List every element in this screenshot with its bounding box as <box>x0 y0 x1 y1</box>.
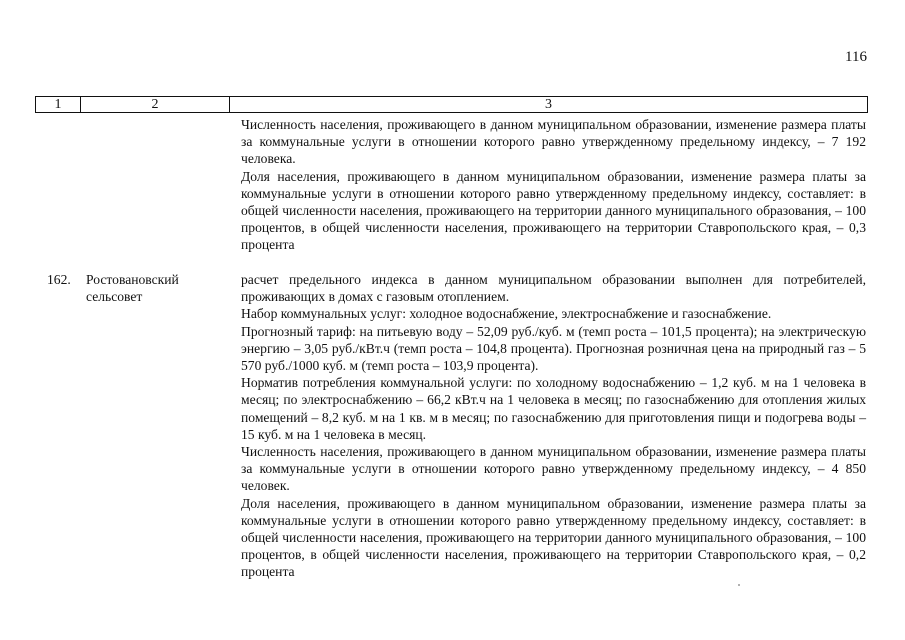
municipality-name-line: сельсовет <box>86 289 143 305</box>
paragraph: Численность населения, проживающего в данном муниципальном образовании, изменение размера платы за коммунальные услуги в отношении которого равно утвержденному предельному индексу, – 7 192 человека. <box>241 117 866 167</box>
scan-speck <box>738 584 740 586</box>
paragraph: Прогнозный тариф: на питьевую воду – 52,09 руб./куб. м (темп роста – 101,5 процента); на электрическую энергию – 3,05 руб./кВт.ч (темп роста – 104,8 процента). Прогнозная розничная цена на природный газ – 5 570 руб./1000 куб. м (темп роста – 103,9 процента). <box>241 323 866 374</box>
paragraph: Норматив потребления коммунальной услуги: по холодному водоснабжению – 1,2 куб. м на 1 человека в месяц; по электроснабжению – 66,2 кВт.ч на 1 человека в месяц; по газоснабжению для отопления жилых помещений – 8,2 куб. м на 1 кв. м в месяц; по газоснабжению для приготовления пищи и подогрева воды – 15 куб. м на 1 человека в месяц. <box>241 375 866 442</box>
paragraph: Набор коммунальных услуг: холодное водоснабжение, электроснабжение и газоснабжение. <box>241 306 772 322</box>
header-col-1: 1 <box>36 97 81 112</box>
table-header-row <box>35 96 868 113</box>
header-col-3: 3 <box>545 97 552 112</box>
paragraph: Доля населения, проживающего в данном муниципальном образовании, изменение размера платы за коммунальные услуги в отношении которого равно утвержденному предельному индексу, составляет: в общей численности населения, проживающего на территории данного муниципального образования, – 100 процентов, в общей численности населения, проживающего на территории Ставропольского края, – 0,3 процента <box>241 168 866 253</box>
municipality-name-line: Ростовановский <box>86 272 179 287</box>
page-number: 116 <box>845 49 867 65</box>
paragraph: Доля населения, проживающего в данном муниципальном образовании, изменение размера платы за коммунальные услуги в отношении которого равно утвержденному предельному индексу, составляет: в общей численности населения, проживающего на территории данного муниципального образования, – 100 процентов, в общей численности населения, проживающего на территории Ставропольского края, – 0,2 процента <box>241 495 866 580</box>
row-number: 162. <box>47 272 71 287</box>
row-162-text <box>241 271 866 581</box>
header-col-2: 2 <box>81 97 230 112</box>
continued-row-text <box>241 116 866 254</box>
paragraph: расчет предельного индекса в данном муниципальном образовании выполнен для потребителей, проживающих в домах с газовым отоплением. <box>241 272 866 305</box>
municipality-name <box>86 271 226 305</box>
paragraph: Численность населения, проживающего в данном муниципальном образовании, изменение размера платы за коммунальные услуги в отношении которого равно утвержденному предельному индексу, – 4 850 человек. <box>241 444 866 494</box>
